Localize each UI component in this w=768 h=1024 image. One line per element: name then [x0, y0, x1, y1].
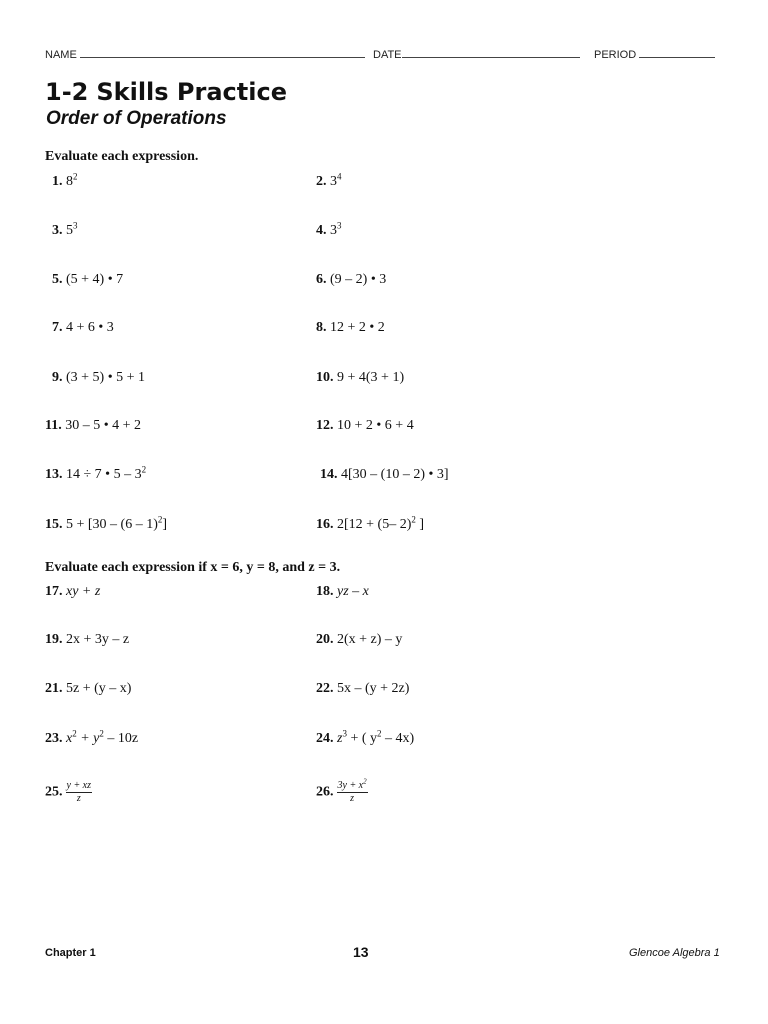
problem-6: 6. (9 – 2) • 3 [316, 272, 387, 287]
problem-1: 1. $8^2$ [52, 171, 78, 189]
problem-16: 16. 2[12 + (5– 2)$^2$ ] [316, 514, 425, 532]
problem-5: 5. (5 + 4) • 7 [52, 272, 124, 287]
problem-17: 17. xy + z [45, 584, 101, 599]
problem-15: 15. 5 + [30 – (6 – 1)$^2$] [45, 514, 168, 532]
problem-18: 18. yz – x [316, 584, 369, 599]
period-line[interactable] [639, 47, 715, 58]
lesson-title: Skills Practice [96, 78, 287, 106]
name-label: NAME [45, 49, 77, 61]
period-field [594, 47, 715, 61]
problem-20: 20. 2(x + z) – y [316, 632, 403, 647]
period-label: PERIOD [594, 49, 637, 61]
problem-25: 25. $\frac{y + xz}{z}$ [45, 780, 92, 804]
page-title [45, 78, 287, 106]
problem-10: 10. 9 + 4(3 + 1) [316, 370, 405, 385]
name-line[interactable] [80, 47, 365, 58]
problem-21: 21. 5z + (y – x) [45, 681, 132, 696]
problem-23: 23. $x^2 + y^2 - 10z$ [45, 728, 139, 746]
problem-22: 22. 5x – (y + 2z) [316, 681, 410, 696]
problem-14: 14. 4[30 – (10 – 2) • 3] [320, 467, 449, 482]
fraction: $\frac{y + xz}{z}$ [66, 780, 92, 804]
problem-11: 11. 30 – 5 • 4 + 2 [45, 418, 142, 433]
problem-2: 2. $3^4$ [316, 171, 342, 189]
problem-4: 4. $3^3$ [316, 220, 342, 238]
problem-3: 3. $5^3$ [52, 220, 78, 238]
page-number: 13 [353, 944, 369, 960]
problem-12: 12. 10 + 2 • 6 + 4 [316, 418, 414, 433]
section1-instructions: Evaluate each expression. [45, 149, 199, 164]
fraction: $\frac{3y + x^2}{z}$ [337, 777, 367, 804]
date-field [373, 47, 580, 61]
problem-8: 8. 12 + 2 • 2 [316, 320, 385, 335]
name-field [45, 47, 365, 61]
section2-instructions: Evaluate each expression if x = 6, y = 8, and z = 3. [45, 560, 341, 575]
footer-book: Glencoe Algebra 1 [629, 947, 720, 959]
page-subtitle: Order of Operations [46, 108, 227, 129]
problem-9: 9. (3 + 5) • 5 + 1 [52, 370, 146, 385]
problem-19: 19. 2x + 3y – z [45, 632, 130, 647]
lesson-number: 1-2 [45, 78, 89, 106]
problem-7: 7. 4 + 6 • 3 [52, 320, 114, 335]
problem-24: 24. $z^3$ + ( $y^2 - 4x$) [316, 728, 415, 746]
problem-26: 26. $\frac{3y + x^2}{z}$ [316, 777, 367, 804]
problem-13: 13. 14 ÷ 7 • $5 - 3^2$ [45, 464, 147, 482]
date-label: DATE [373, 49, 402, 61]
footer-chapter: Chapter 1 [45, 947, 96, 959]
date-line[interactable] [402, 47, 580, 58]
